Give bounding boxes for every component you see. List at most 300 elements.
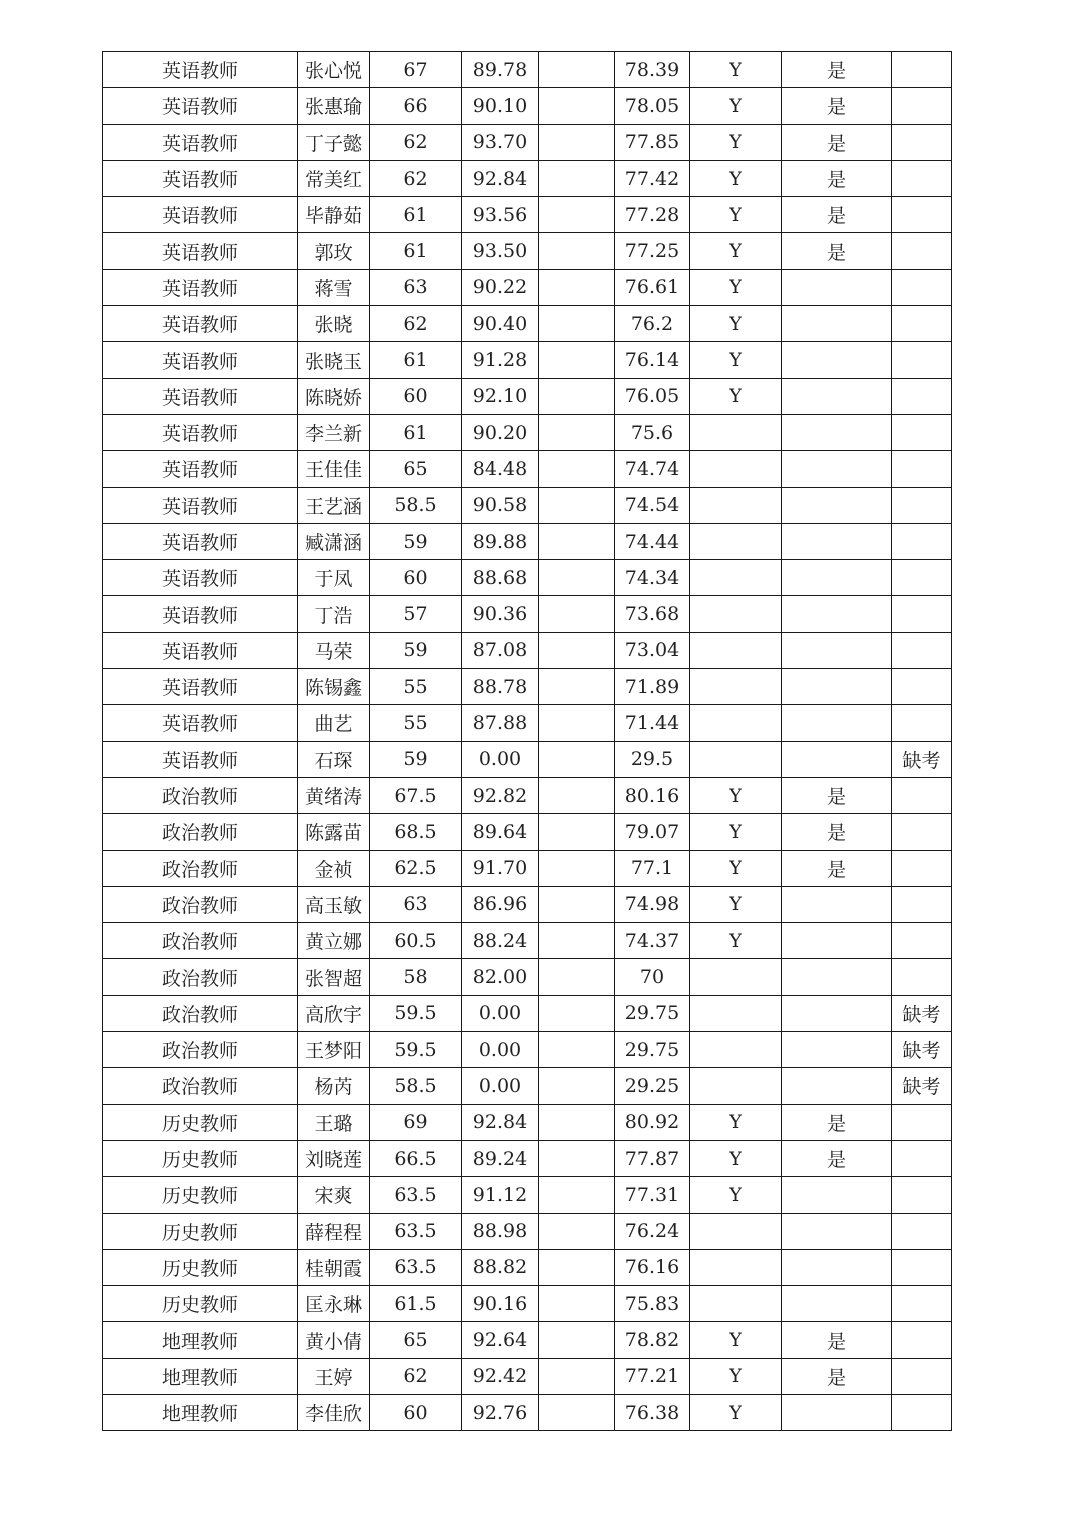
total-score-cell: 29.75 [615,995,690,1031]
empty-cell [539,850,615,886]
written-score-cell: 61 [370,233,462,269]
post-cell: 英语教师 [103,669,298,705]
written-score-cell: 62 [370,124,462,160]
post-cell: 历史教师 [103,1213,298,1249]
qualified-flag-cell [690,487,782,523]
written-score-cell: 63.5 [370,1249,462,1285]
empty-cell [539,52,615,88]
total-score-cell: 75.83 [615,1286,690,1322]
post-cell: 政治教师 [103,777,298,813]
results-table [102,51,952,1431]
table-row [103,52,952,88]
selected-cell [782,378,892,414]
remark-cell [892,487,952,523]
table-row [103,1068,952,1104]
interview-score-cell: 92.10 [462,378,539,414]
name-cell: 黄绪涛 [298,777,370,813]
interview-score-cell: 0.00 [462,1032,539,1068]
selected-cell [782,886,892,922]
post-cell: 英语教师 [103,269,298,305]
empty-cell [539,777,615,813]
table-row [103,487,952,523]
name-cell: 张晓玉 [298,342,370,378]
total-score-cell: 74.98 [615,886,690,922]
interview-score-cell: 90.40 [462,306,539,342]
interview-score-cell: 82.00 [462,959,539,995]
table-row [103,1032,952,1068]
written-score-cell: 63 [370,886,462,922]
name-cell: 高欣宇 [298,995,370,1031]
qualified-flag-cell [690,523,782,559]
empty-cell [539,995,615,1031]
selected-cell [782,1177,892,1213]
post-cell: 英语教师 [103,52,298,88]
name-cell: 王佳佳 [298,451,370,487]
empty-cell [539,886,615,922]
remark-cell [892,523,952,559]
interview-score-cell: 91.70 [462,850,539,886]
name-cell: 金祯 [298,850,370,886]
remark-cell [892,850,952,886]
table-row [103,669,952,705]
written-score-cell: 59.5 [370,995,462,1031]
table-row [103,814,952,850]
post-cell: 英语教师 [103,414,298,450]
total-score-cell: 79.07 [615,814,690,850]
qualified-flag-cell: Y [690,306,782,342]
table-row [103,88,952,124]
table-row [103,777,952,813]
qualified-flag-cell: Y [690,269,782,305]
selected-cell [782,1249,892,1285]
remark-cell [892,1286,952,1322]
total-score-cell: 77.42 [615,160,690,196]
name-cell: 陈露苗 [298,814,370,850]
table-row [103,1322,952,1358]
written-score-cell: 61.5 [370,1286,462,1322]
qualified-flag-cell [690,1032,782,1068]
selected-cell: 是 [782,88,892,124]
remark-cell [892,1358,952,1394]
table-row [103,1104,952,1140]
total-score-cell: 76.61 [615,269,690,305]
post-cell: 历史教师 [103,1286,298,1322]
post-cell: 政治教师 [103,1032,298,1068]
table-row [103,1394,952,1430]
table-row [103,741,952,777]
table-row [103,451,952,487]
selected-cell: 是 [782,850,892,886]
remark-cell [892,777,952,813]
selected-cell: 是 [782,1140,892,1176]
total-score-cell: 71.44 [615,705,690,741]
interview-score-cell: 86.96 [462,886,539,922]
qualified-flag-cell: Y [690,378,782,414]
empty-cell [539,378,615,414]
post-cell: 地理教师 [103,1358,298,1394]
name-cell: 于凤 [298,560,370,596]
name-cell: 匡永琳 [298,1286,370,1322]
post-cell: 政治教师 [103,923,298,959]
total-score-cell: 71.89 [615,669,690,705]
total-score-cell: 77.28 [615,197,690,233]
remark-cell: 缺考 [892,1068,952,1104]
post-cell: 英语教师 [103,160,298,196]
table-row [103,923,952,959]
qualified-flag-cell [690,1068,782,1104]
qualified-flag-cell [690,1249,782,1285]
empty-cell [539,596,615,632]
remark-cell [892,378,952,414]
name-cell: 薛程程 [298,1213,370,1249]
table-row [103,1213,952,1249]
name-cell: 刘晓莲 [298,1140,370,1176]
remark-cell [892,669,952,705]
table-row [103,269,952,305]
remark-cell [892,705,952,741]
written-score-cell: 66 [370,88,462,124]
selected-cell [782,487,892,523]
empty-cell [539,1032,615,1068]
empty-cell [539,1104,615,1140]
name-cell: 陈锡鑫 [298,669,370,705]
post-cell: 历史教师 [103,1249,298,1285]
written-score-cell: 59 [370,523,462,559]
post-cell: 历史教师 [103,1177,298,1213]
post-cell: 英语教师 [103,233,298,269]
remark-cell [892,269,952,305]
remark-cell [892,306,952,342]
name-cell: 张惠瑜 [298,88,370,124]
interview-score-cell: 89.24 [462,1140,539,1176]
name-cell: 臧潇涵 [298,523,370,559]
table-row [103,1358,952,1394]
selected-cell [782,269,892,305]
qualified-flag-cell [690,451,782,487]
total-score-cell: 74.34 [615,560,690,596]
name-cell: 曲艺 [298,705,370,741]
selected-cell [782,342,892,378]
written-score-cell: 65 [370,451,462,487]
remark-cell [892,560,952,596]
name-cell: 毕静茹 [298,197,370,233]
post-cell: 地理教师 [103,1394,298,1430]
post-cell: 英语教师 [103,487,298,523]
qualified-flag-cell: Y [690,1358,782,1394]
total-score-cell: 77.85 [615,124,690,160]
name-cell: 高玉敏 [298,886,370,922]
post-cell: 政治教师 [103,959,298,995]
written-score-cell: 67.5 [370,777,462,813]
selected-cell [782,306,892,342]
selected-cell [782,1213,892,1249]
empty-cell [539,1358,615,1394]
total-score-cell: 29.5 [615,741,690,777]
remark-cell [892,886,952,922]
remark-cell [892,1322,952,1358]
name-cell: 王梦阳 [298,1032,370,1068]
written-score-cell: 63.5 [370,1213,462,1249]
interview-score-cell: 90.10 [462,88,539,124]
post-cell: 英语教师 [103,705,298,741]
post-cell: 英语教师 [103,306,298,342]
name-cell: 陈晓娇 [298,378,370,414]
table-row [103,342,952,378]
interview-score-cell: 88.98 [462,1213,539,1249]
remark-cell [892,632,952,668]
total-score-cell: 73.04 [615,632,690,668]
table-row [103,1177,952,1213]
table-row [103,378,952,414]
total-score-cell: 70 [615,959,690,995]
post-cell: 政治教师 [103,850,298,886]
table-row [103,959,952,995]
name-cell: 蒋雪 [298,269,370,305]
written-score-cell: 61 [370,197,462,233]
table-row [103,1249,952,1285]
name-cell: 黄小倩 [298,1322,370,1358]
interview-score-cell: 92.76 [462,1394,539,1430]
remark-cell [892,160,952,196]
total-score-cell: 77.1 [615,850,690,886]
table-row [103,995,952,1031]
interview-score-cell: 89.88 [462,523,539,559]
qualified-flag-cell [690,741,782,777]
post-cell: 英语教师 [103,378,298,414]
written-score-cell: 61 [370,414,462,450]
qualified-flag-cell: Y [690,88,782,124]
interview-score-cell: 89.78 [462,52,539,88]
written-score-cell: 55 [370,705,462,741]
post-cell: 英语教师 [103,596,298,632]
qualified-flag-cell [690,632,782,668]
selected-cell [782,959,892,995]
qualified-flag-cell: Y [690,197,782,233]
name-cell: 黄立娜 [298,923,370,959]
qualified-flag-cell: Y [690,814,782,850]
total-score-cell: 76.14 [615,342,690,378]
qualified-flag-cell: Y [690,52,782,88]
total-score-cell: 76.05 [615,378,690,414]
name-cell: 王艺涵 [298,487,370,523]
table-row [103,705,952,741]
selected-cell [782,1286,892,1322]
remark-cell [892,197,952,233]
empty-cell [539,923,615,959]
selected-cell: 是 [782,52,892,88]
remark-cell [892,342,952,378]
qualified-flag-cell: Y [690,1140,782,1176]
name-cell: 张智超 [298,959,370,995]
interview-score-cell: 93.50 [462,233,539,269]
qualified-flag-cell: Y [690,923,782,959]
selected-cell: 是 [782,777,892,813]
remark-cell [892,596,952,632]
post-cell: 英语教师 [103,451,298,487]
total-score-cell: 29.75 [615,1032,690,1068]
empty-cell [539,414,615,450]
written-score-cell: 60 [370,560,462,596]
selected-cell: 是 [782,233,892,269]
written-score-cell: 61 [370,342,462,378]
remark-cell [892,923,952,959]
post-cell: 英语教师 [103,88,298,124]
interview-score-cell: 90.22 [462,269,539,305]
written-score-cell: 62 [370,1358,462,1394]
interview-score-cell: 87.08 [462,632,539,668]
total-score-cell: 74.54 [615,487,690,523]
remark-cell: 缺考 [892,741,952,777]
qualified-flag-cell: Y [690,233,782,269]
written-score-cell: 55 [370,669,462,705]
selected-cell [782,596,892,632]
table-row [103,160,952,196]
post-cell: 政治教师 [103,1068,298,1104]
empty-cell [539,1322,615,1358]
selected-cell [782,451,892,487]
qualified-flag-cell [690,560,782,596]
interview-score-cell: 92.84 [462,160,539,196]
empty-cell [539,560,615,596]
table-row [103,197,952,233]
name-cell: 张心悦 [298,52,370,88]
interview-score-cell: 91.28 [462,342,539,378]
total-score-cell: 77.31 [615,1177,690,1213]
interview-score-cell: 91.12 [462,1177,539,1213]
total-score-cell: 74.74 [615,451,690,487]
name-cell: 常美红 [298,160,370,196]
name-cell: 张晓 [298,306,370,342]
name-cell: 郭玫 [298,233,370,269]
empty-cell [539,88,615,124]
name-cell: 马荣 [298,632,370,668]
total-score-cell: 76.38 [615,1394,690,1430]
table-row [103,523,952,559]
empty-cell [539,741,615,777]
post-cell: 政治教师 [103,814,298,850]
interview-score-cell: 90.36 [462,596,539,632]
post-cell: 英语教师 [103,124,298,160]
qualified-flag-cell: Y [690,886,782,922]
selected-cell: 是 [782,124,892,160]
written-score-cell: 62 [370,306,462,342]
empty-cell [539,233,615,269]
empty-cell [539,269,615,305]
qualified-flag-cell: Y [690,160,782,196]
post-cell: 英语教师 [103,342,298,378]
empty-cell [539,705,615,741]
selected-cell [782,560,892,596]
qualified-flag-cell [690,596,782,632]
selected-cell: 是 [782,197,892,233]
empty-cell [539,669,615,705]
selected-cell [782,705,892,741]
remark-cell [892,959,952,995]
post-cell: 政治教师 [103,886,298,922]
empty-cell [539,814,615,850]
written-score-cell: 69 [370,1104,462,1140]
remark-cell [892,1213,952,1249]
table-row [103,306,952,342]
empty-cell [539,1249,615,1285]
selected-cell: 是 [782,1358,892,1394]
written-score-cell: 65 [370,1322,462,1358]
empty-cell [539,197,615,233]
post-cell: 地理教师 [103,1322,298,1358]
interview-score-cell: 92.42 [462,1358,539,1394]
table-row [103,886,952,922]
interview-score-cell: 92.64 [462,1322,539,1358]
total-score-cell: 77.87 [615,1140,690,1176]
empty-cell [539,342,615,378]
interview-score-cell: 90.16 [462,1286,539,1322]
selected-cell [782,1394,892,1430]
qualified-flag-cell [690,959,782,995]
post-cell: 政治教师 [103,995,298,1031]
remark-cell [892,814,952,850]
total-score-cell: 74.44 [615,523,690,559]
remark-cell [892,1140,952,1176]
selected-cell [782,923,892,959]
interview-score-cell: 89.64 [462,814,539,850]
written-score-cell: 60.5 [370,923,462,959]
empty-cell [539,959,615,995]
selected-cell: 是 [782,160,892,196]
remark-cell [892,1394,952,1430]
selected-cell: 是 [782,1104,892,1140]
selected-cell [782,741,892,777]
written-score-cell: 60 [370,378,462,414]
qualified-flag-cell: Y [690,777,782,813]
remark-cell: 缺考 [892,995,952,1031]
total-score-cell: 78.39 [615,52,690,88]
empty-cell [539,124,615,160]
selected-cell [782,995,892,1031]
table-row [103,632,952,668]
post-cell: 历史教师 [103,1104,298,1140]
written-score-cell: 58 [370,959,462,995]
name-cell: 宋爽 [298,1177,370,1213]
total-score-cell: 77.25 [615,233,690,269]
empty-cell [539,451,615,487]
written-score-cell: 59 [370,741,462,777]
name-cell: 李兰新 [298,414,370,450]
written-score-cell: 62.5 [370,850,462,886]
total-score-cell: 80.16 [615,777,690,813]
name-cell: 丁浩 [298,596,370,632]
total-score-cell: 78.05 [615,88,690,124]
selected-cell [782,632,892,668]
interview-score-cell: 0.00 [462,995,539,1031]
empty-cell [539,1286,615,1322]
table-row [103,560,952,596]
empty-cell [539,523,615,559]
remark-cell [892,233,952,269]
name-cell: 李佳欣 [298,1394,370,1430]
total-score-cell: 76.16 [615,1249,690,1285]
qualified-flag-cell: Y [690,1104,782,1140]
written-score-cell: 67 [370,52,462,88]
total-score-cell: 73.68 [615,596,690,632]
empty-cell [539,487,615,523]
table-row [103,1286,952,1322]
table-row [103,233,952,269]
post-cell: 英语教师 [103,632,298,668]
total-score-cell: 75.6 [615,414,690,450]
empty-cell [539,632,615,668]
written-score-cell: 58.5 [370,487,462,523]
interview-score-cell: 90.58 [462,487,539,523]
